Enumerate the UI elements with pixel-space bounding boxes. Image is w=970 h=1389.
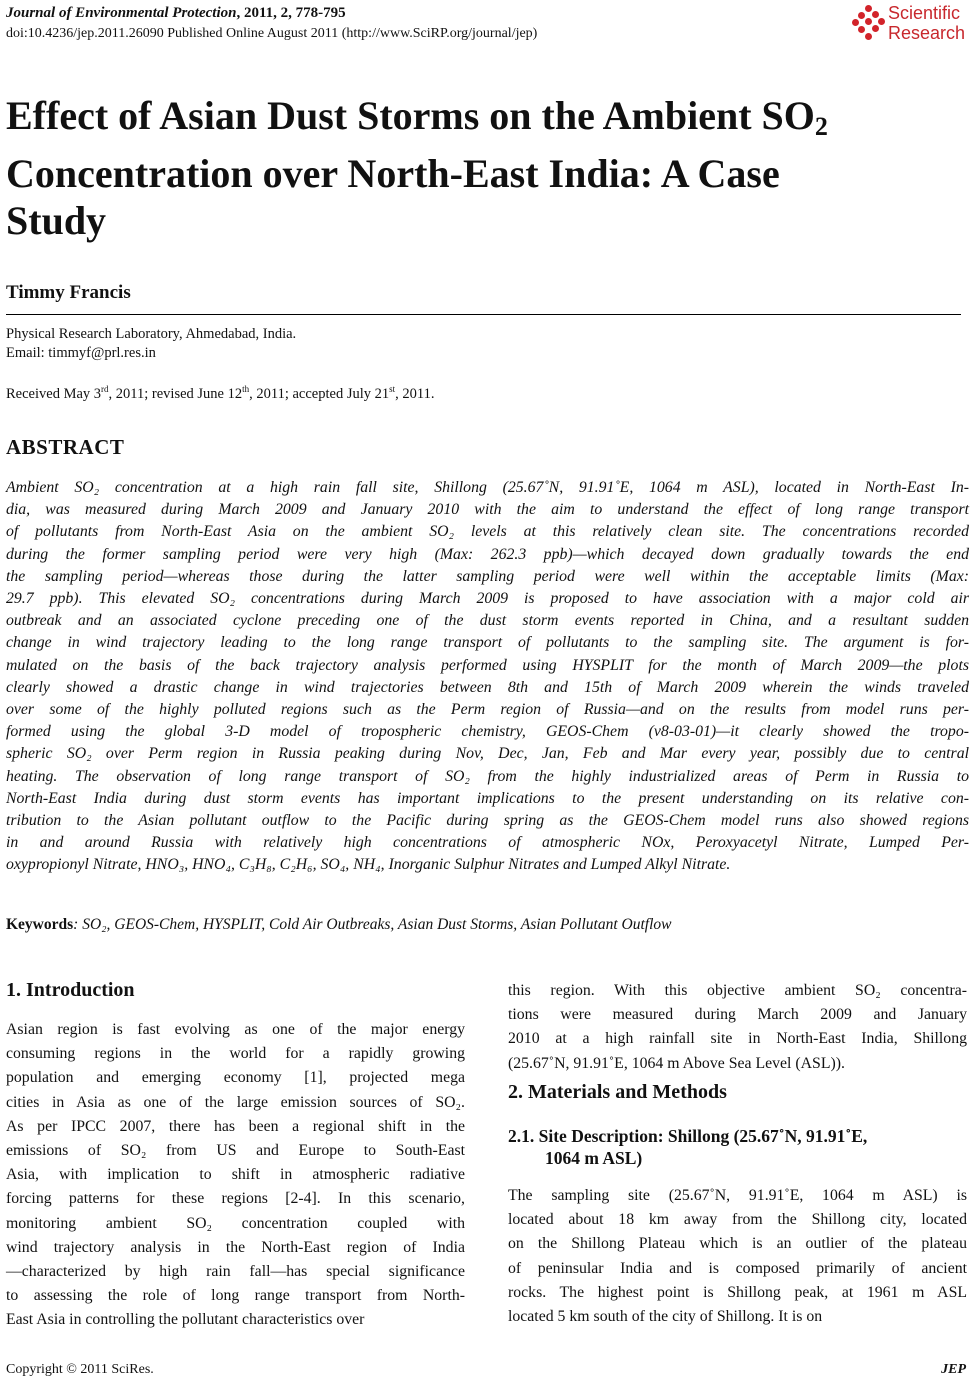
introduction-continued-line: (25.67˚N, 91.91˚E, 1064 m Above Sea Level (ASL)). bbox=[508, 1054, 845, 1072]
abstract-line: change in wind trajectory leading to the long range transport of pollutants to the sampling site. The argument is for- bbox=[6, 634, 969, 652]
abstract-line: Ambient SO₂ concentration at a high rain fall site, Shillong (25.67˚N, 91.91˚E, 1064 m ASL), located in North-East In- bbox=[6, 479, 969, 496]
abstract-line: spheric SO₂ over Perm region in Russia peaking during Nov, Dec, Jan, Feb and Mar every year, possibly due to central bbox=[6, 745, 969, 763]
affiliation-block bbox=[6, 325, 296, 363]
keywords-label: Keywords bbox=[6, 916, 74, 933]
affiliation: Physical Research Laboratory, Ahmedabad, India. bbox=[6, 326, 297, 342]
introduction-line: consuming regions in the world for a rapidly growing bbox=[6, 1045, 465, 1063]
logo-text-line2: Research bbox=[888, 23, 966, 43]
logo-mark-icon bbox=[852, 5, 886, 41]
introduction-line: East Asia in controlling the pollutant characteristics over bbox=[6, 1311, 365, 1329]
site-description-line: located 5 km south of the city of Shillong. It is on bbox=[508, 1308, 823, 1326]
received-text: Received May 3 bbox=[6, 386, 102, 402]
introduction-line: wind trajectory analysis in the North-East region of India bbox=[6, 1238, 465, 1256]
divider bbox=[6, 314, 961, 315]
abstract-line: tribution to the Asian pollutant outflow to the Pacific during spring as the GEOS-Chem model runs also showed regions bbox=[6, 812, 969, 830]
introduction-continued-line: tions were measured during March 2009 and January bbox=[508, 1006, 967, 1024]
site-description-line: on the Shillong Plateau which is an outlier of the plateau bbox=[508, 1235, 967, 1253]
subsection-heading-line2: 1064 m ASL) bbox=[545, 1148, 643, 1168]
abstract-line: dia, was measured during March 2009 and January 2010 with the aim to understand the effect of long range transport bbox=[6, 501, 969, 519]
abstract-line: formed using the global 3-D model of tropospheric chemistry, GEOS-Chem (v8-03-01)—it clearly showed the tropo- bbox=[6, 723, 969, 741]
copyright: Copyright © 2011 SciRes. bbox=[6, 1362, 154, 1377]
subsection-heading-site bbox=[508, 1125, 867, 1169]
abstract-line: in and around Russia with relatively high concentrations of atmospheric NOx, Peroxyacetyl Nitrate, Lumped Per- bbox=[6, 834, 969, 852]
title-line-2: Concentration over North-East India: A Case bbox=[6, 151, 780, 196]
journal-citation bbox=[6, 4, 346, 23]
abstract-heading: ABSTRACT bbox=[6, 435, 125, 459]
abstract-line: the sampling period—whereas those during the latter sampling period were well within the acceptable limits (Max: bbox=[6, 567, 969, 585]
abstract-line: over some of the highly polluted regions such as the Perm region of Russia—and on the results from model runs per- bbox=[6, 701, 969, 719]
keywords bbox=[6, 916, 671, 934]
year-text: , 2011. bbox=[395, 386, 435, 402]
site-description-line: The sampling site (25.67˚N, 91.91˚E, 1064 m ASL) is bbox=[508, 1187, 967, 1204]
introduction-line: emissions of SO₂ from US and Europe to South-East bbox=[6, 1142, 465, 1160]
title-subscript: 2 bbox=[814, 112, 828, 141]
abstract-body bbox=[6, 477, 969, 877]
abstract-line: outbreak and an associated cyclone preceding one of the dust storm events reported in China, and a resultant sudden bbox=[6, 612, 969, 630]
introduction-line: —characterized by high rain fall—has special significance bbox=[6, 1263, 465, 1281]
abstract-line: oxypropionyl Nitrate, HNO₃, HNO₄, C₃H₈, C₂H₆, SO₄, NH₄, Inorganic Sulphur Nitrates and Lumped Alkyl Nitrate. bbox=[6, 856, 731, 874]
introduction-continued bbox=[508, 979, 967, 1076]
site-description-body bbox=[508, 1184, 967, 1329]
introduction-line: As per IPCC 2007, there has been a regional shift in the bbox=[6, 1117, 465, 1135]
logo-text-line1: Scientific bbox=[888, 3, 961, 23]
journal-abbreviation: JEP bbox=[941, 1362, 966, 1377]
introduction-line: forcing patterns for these regions [2-4]. In this scenario, bbox=[6, 1190, 465, 1208]
abstract-line: mulated on the basis of the back trajectory analysis performed using HYSPLIT for the month of March 2009—the plots bbox=[6, 656, 969, 674]
keywords-list: : SO₂, GEOS-Chem, HYSPLIT, Cold Air Outbreaks, Asian Dust Storms, Asian Pollutant Outflow bbox=[73, 916, 672, 933]
author-name: Timmy Francis bbox=[6, 282, 131, 303]
received-dates bbox=[6, 384, 434, 404]
introduction-line: monitoring ambient SO₂ concentration coupled with bbox=[6, 1214, 465, 1232]
journal-volume: , 2011, 2, 778-795 bbox=[236, 5, 346, 21]
introduction-continued-line: this region. With this objective ambient SO₂ concentra- bbox=[508, 982, 967, 999]
abstract-line: 29.7 ppb). This elevated SO₂ concentrations during March 2009 is proposed to have association with a major cold air bbox=[6, 590, 969, 608]
accepted-text: , 2011; accepted July 21 bbox=[249, 386, 390, 402]
abstract-line: heating. The observation of long range transport of SO₂ from the highly industrialized areas of Perm in Russia to bbox=[6, 767, 969, 785]
title-line-3: Study bbox=[6, 198, 107, 243]
doi-line: doi:10.4236/jep.2011.26090 Published Online August 2011 (http://www.SciRP.org/journal/jep) bbox=[6, 26, 538, 41]
site-description-line: of peninsular India and is composed primarily of ancient bbox=[508, 1259, 967, 1277]
paper-title bbox=[6, 92, 936, 244]
abstract-line: of pollutants from North-East Asia on the ambient SO₂ levels at this relatively clean site. The concentrations recorded bbox=[6, 523, 969, 541]
abstract-line: during the former sampling period were very high (Max: 262.3 ppb)—which decayed down gradually towards the end bbox=[6, 545, 969, 563]
introduction-line: cities in Asia as one of the large emission sources of SO₂. bbox=[6, 1093, 465, 1111]
ordinal: rd bbox=[101, 384, 109, 394]
introduction-body bbox=[6, 1018, 465, 1333]
ordinal: th bbox=[242, 384, 250, 394]
site-description-line: rocks. The highest point is Shillong peak, at 1961 m ASL bbox=[508, 1283, 967, 1301]
introduction-line: population and emerging economy [1], projected mega bbox=[6, 1069, 465, 1087]
section-heading-introduction: 1. Introduction bbox=[6, 979, 135, 1001]
abstract-line: clearly showed a drastic change in wind trajectories between 8th and 15th of March 2009 wherein the winds traveled bbox=[6, 678, 969, 696]
introduction-continued-line: 2010 at a high rainfall site in North-East India, Shillong bbox=[508, 1030, 967, 1048]
subsection-heading-line1: 2.1. Site Description: Shillong (25.67˚N, 91.91˚E, bbox=[508, 1126, 868, 1146]
email: Email: timmyf@prl.res.in bbox=[6, 345, 156, 361]
site-description-line: located about 18 km away from the Shillong city, located bbox=[508, 1211, 967, 1229]
introduction-line: to assessing the role of long range transport from North- bbox=[6, 1287, 465, 1305]
section-heading-methods: 2. Materials and Methods bbox=[508, 1081, 727, 1103]
introduction-line: Asian region is fast evolving as one of the major energy bbox=[6, 1021, 465, 1038]
abstract-line: North-East India during dust storm events has important implications to the present understanding on its relative con- bbox=[6, 789, 969, 807]
title-line-1: Effect of Asian Dust Storms on the Ambient SO bbox=[6, 93, 815, 138]
journal-name: Journal of Environmental Protection bbox=[6, 5, 237, 21]
revised-text: , 2011; revised June 12 bbox=[108, 386, 243, 402]
ordinal: st bbox=[389, 384, 396, 394]
introduction-line: Asia, with implication to shift in atmospheric radiative bbox=[6, 1166, 465, 1184]
publisher-logo bbox=[852, 3, 970, 45]
